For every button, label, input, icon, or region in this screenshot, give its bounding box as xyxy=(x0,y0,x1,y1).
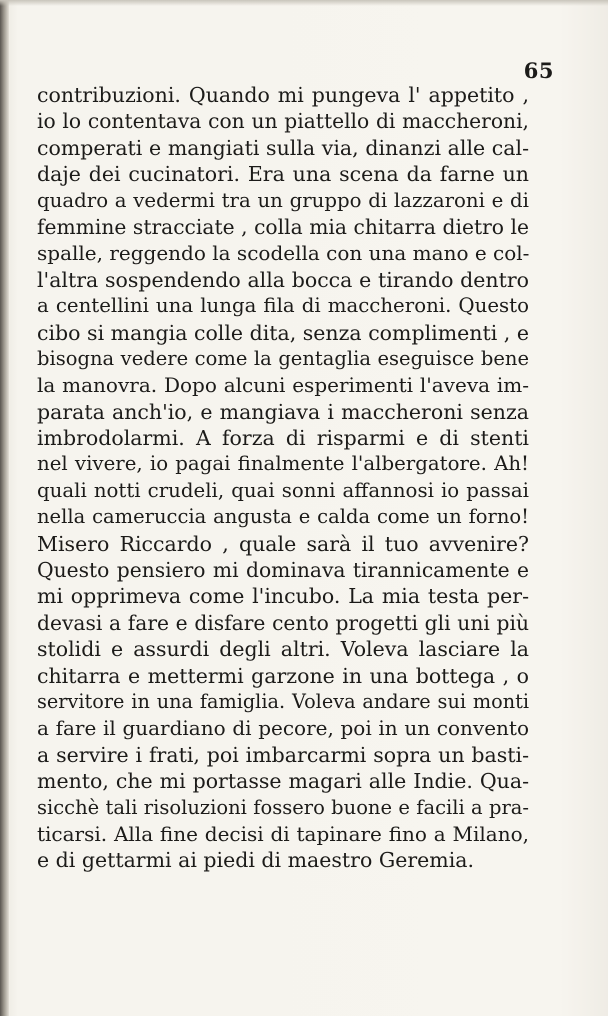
text-line: cibo si mangia colle dita, senza complimenti , e xyxy=(37,320,529,345)
page-number: 65 xyxy=(523,58,554,83)
text-line: quali notti crudeli, quai sonni affannosi io passai xyxy=(37,478,529,502)
text-line: a centellini una lunga fila di maccheroni. Questo xyxy=(37,294,529,318)
text-line: Misero Riccardo , quale sarà il tuo avvenire? xyxy=(37,531,529,556)
text-line: spalle, reggendo la scodella con una mano e col- xyxy=(37,241,529,266)
text-line: ticarsi. Alla fine decisi di tapinare fino a Milano, xyxy=(37,821,529,846)
page-top-edge xyxy=(0,0,608,6)
text-line: femmine stracciate , colla mia chitarra dietro le xyxy=(37,214,529,239)
text-line: parata anch'io, e mangiava i maccheroni senza xyxy=(37,399,529,424)
binding-edge xyxy=(0,0,9,1016)
text-line: nella cameruccia angusta e calda come un forno! xyxy=(37,505,529,529)
text-line: io lo contentava con un piattello di maccheroni, xyxy=(37,109,529,134)
text-line: comperati e mangiati sulla via, dinanzi alle cal- xyxy=(37,135,529,160)
text-line: bisogna vedere come la gentaglia eseguisce bene xyxy=(37,346,529,370)
text-line: mento, che mi portasse magari alle Indie. Qua- xyxy=(37,769,529,794)
text-line: quadro a vedermi tra un gruppo di lazzaroni e di xyxy=(37,188,529,212)
text-line: nel vivere, io pagai finalmente l'albergatore. Ah! xyxy=(37,452,529,476)
text-line: e di gettarmi ai piedi di maestro Geremia. xyxy=(37,848,474,873)
text-line: stolidi e assurdi degli altri. Voleva lasciare la xyxy=(37,637,529,662)
text-line: daje dei cucinatori. Era una scena da farne un xyxy=(37,162,529,187)
text-line: contribuzioni. Quando mi pungeva l' appetito , xyxy=(37,83,529,107)
text-line: servitore in una famiglia. Voleva andare sui monti xyxy=(37,689,529,713)
body-text xyxy=(37,82,529,874)
text-line: devasi a fare e disfare cento progetti gli uni più xyxy=(37,610,529,635)
text-line: la manovra. Dopo alcuni esperimenti l'aveva im- xyxy=(37,373,529,398)
text-line: chitarra e mettermi garzone in una bottega , o xyxy=(37,663,529,688)
text-line: l'altra sospendendo alla bocca e tirando dentro xyxy=(37,267,529,292)
text-line: sicchè tali risoluzioni fossero buone e facili a pra- xyxy=(37,795,529,819)
text-line: Questo pensiero mi dominava tirannicamente e xyxy=(37,558,529,583)
text-line: imbrodolarmi. A forza di risparmi e di stenti xyxy=(37,426,529,451)
text-line: a fare il guardiano di pecore, poi in un convento xyxy=(37,716,529,741)
text-line: mi opprimeva come l'incubo. La mia testa per- xyxy=(37,584,529,609)
text-line: a servire i frati, poi imbarcarmi sopra un basti- xyxy=(37,742,529,767)
